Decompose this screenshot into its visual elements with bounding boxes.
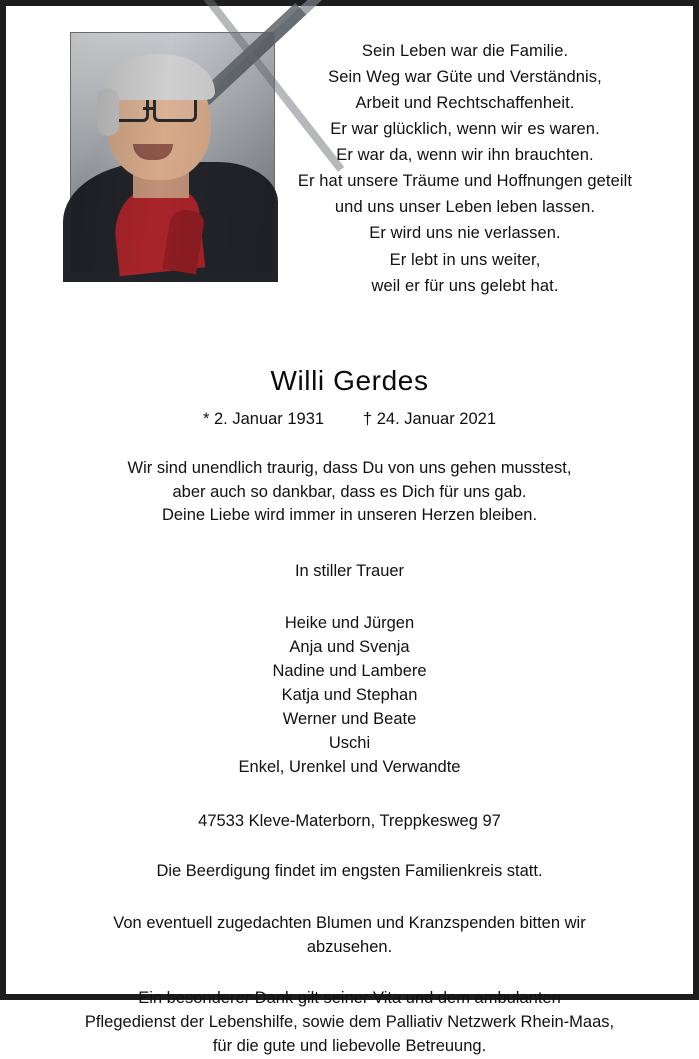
thanks-note-line: für die gute und liebevolle Betreuung. (212, 1037, 487, 1056)
family-member: Anja und Svenja (289, 638, 410, 657)
portrait-container (34, 32, 239, 273)
family-member: Uschi (328, 733, 371, 752)
intro-line: aber auch so dankbar, dass es Dich für uns gab. (172, 482, 527, 501)
family-member: Enkel, Urenkel und Verwandte (238, 757, 461, 776)
death-date-group (363, 410, 496, 428)
intro-line: Deine Liebe wird immer in unseren Herzen bleiben. (161, 506, 538, 525)
poem-line: und uns unser Leben leben lassen. (334, 198, 596, 217)
address-line: 47533 Kleve-Materborn, Treppkesweg 97 (198, 811, 501, 830)
thanks-note-line: Pflegedienst der Lebenshilfe, sowie dem Palliativ Netzwerk Rhein-Maas, (84, 1013, 615, 1032)
birth-date: 2. Januar 1931 (214, 409, 325, 428)
flowers-note (34, 912, 665, 960)
poem-line: Arbeit und Rechtschaffenheit. (355, 94, 575, 113)
poem-line: Er war da, wenn wir ihn brauchten. (336, 146, 594, 165)
poem-line: weil er für uns gelebt hat. (371, 276, 559, 295)
portrait-photo (70, 32, 275, 273)
cross-icon: † (362, 408, 373, 428)
poem-line: Er hat unsere Träume und Hoffnungen geteilt (297, 172, 633, 191)
birth-symbol: * (202, 409, 210, 428)
flowers-note-line: Von eventuell zugedachten Blumen und Kranzspenden bitten wir (113, 913, 586, 932)
intro-line: Wir sind unendlich traurig, dass Du von uns gehen musstest, (127, 458, 572, 477)
deceased-name: Willi Gerdes (270, 364, 429, 396)
burial-note: Die Beerdigung findet im engsten Familienkreis statt. (156, 861, 543, 880)
death-date: 24. Januar 2021 (376, 409, 497, 428)
poem-line: Sein Weg war Güte und Verständnis, (328, 68, 602, 87)
family-member: Katja und Stephan (281, 686, 418, 705)
intro-message (34, 457, 665, 529)
flowers-note-line: abzusehen. (306, 937, 393, 956)
poem-line: Sein Leben war die Familie. (361, 42, 569, 60)
thanks-note (34, 987, 665, 1059)
top-section (34, 32, 665, 299)
family-list (34, 612, 665, 779)
family-member: Nadine und Lambere (272, 662, 427, 681)
family-member: Heike und Jürgen (284, 614, 415, 633)
memorial-poem (265, 32, 665, 299)
birth-date-group (203, 410, 329, 428)
card-inner (6, 6, 693, 1056)
family-member: Werner und Beate (282, 710, 417, 728)
poem-line: Er wird uns nie verlassen. (369, 224, 561, 243)
poem-line: Er war glücklich, wenn wir es waren. (330, 120, 600, 139)
life-dates (34, 409, 665, 429)
poem-line: Er lebt in uns weiter, (389, 250, 541, 269)
thanks-note-line: Ein besonderer Dank gilt seiner Vita und dem ambulanten (138, 989, 561, 1008)
mourning-heading: In stiller Trauer (294, 562, 405, 581)
photo-shading (71, 33, 274, 272)
